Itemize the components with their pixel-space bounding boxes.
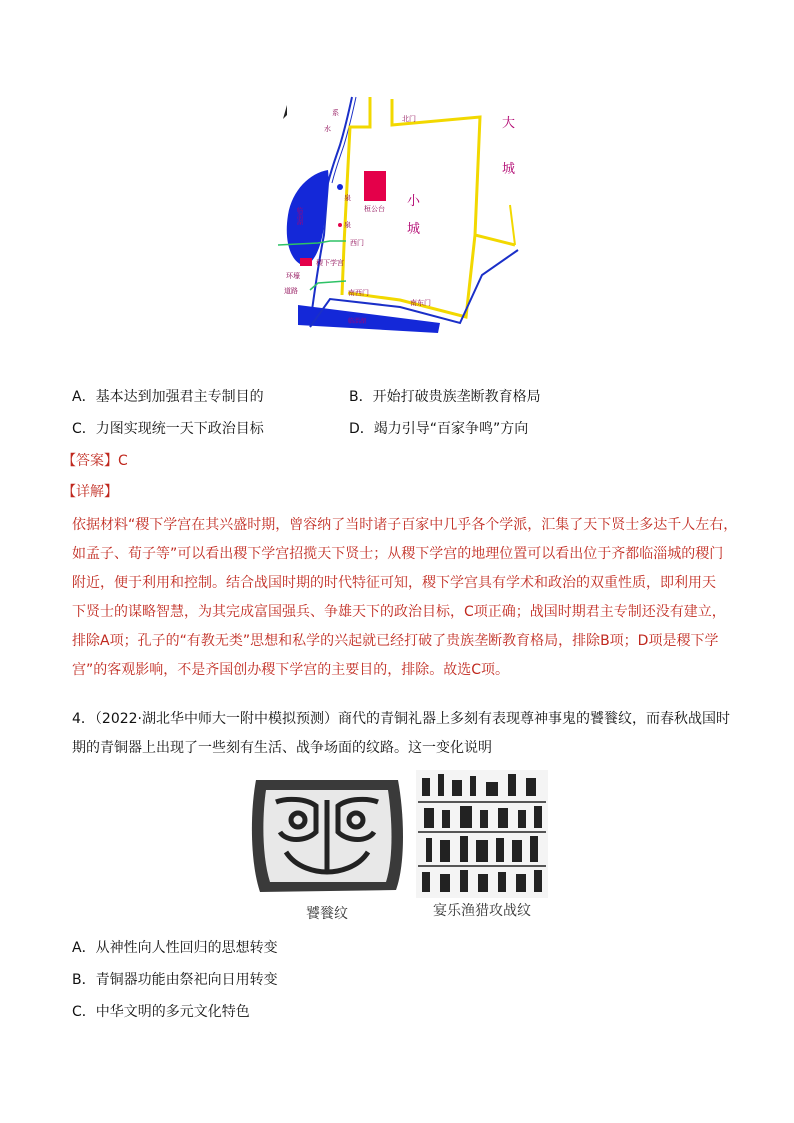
map-label-lake-bottom: 临淄湖 bbox=[348, 318, 367, 325]
q4-stem-line: 4．（2022·湖北华中师大一附中模拟预测）商代的青铜礼器上多刻有表现尊神事鬼的饕餮纹，而春秋战国时 bbox=[72, 711, 730, 727]
map-label-beimen: 北门 bbox=[402, 115, 416, 123]
map-label-huanhao: 环壕 bbox=[286, 272, 300, 280]
q3-answer bbox=[62, 451, 128, 471]
map-label-da: 大 bbox=[502, 116, 516, 131]
jixia-marker bbox=[300, 258, 312, 266]
explanation-line: 下贤士的谋略智慧，为其完成富国强兵、争雄天下的政治目标，C项正确；战国时期君主专制还没有建立， bbox=[72, 604, 726, 620]
explanation-line: 附近，便于利用和控制。结合战国时期的时代特征可知，稷下学宫具有学术和政治的双重性质，即利用天 bbox=[72, 575, 716, 591]
map-label-shui: 水 bbox=[324, 125, 331, 133]
answer-value: C bbox=[118, 453, 128, 469]
q3-explanation bbox=[72, 511, 752, 685]
q3-option-a: A．基本达到加强君主专制目的 bbox=[72, 389, 264, 405]
explanation-line: 依据材料“稷下学宫在其兴盛时期，曾容纳了当时诸子百家中几乎各个学派，汇集了天下贤士多达千人左右， bbox=[72, 517, 738, 533]
q3-option-b: B．开始打破贵族垄断教育格局 bbox=[349, 389, 541, 405]
map-label-cheng: 城 bbox=[502, 162, 516, 177]
map-label-nandongmen: 南东门 bbox=[410, 299, 431, 307]
lake-bottom bbox=[298, 305, 440, 333]
map-label-quan2: 泉 bbox=[344, 221, 351, 229]
explanation-line: 宫”的客观影响，不是齐国创办稷下学宫的主要目的，排除。故选C项。 bbox=[72, 662, 510, 678]
q4-option-a: A．从神性向人性回归的思想转变 bbox=[72, 940, 278, 956]
map-label-nanximen: 南西门 bbox=[348, 289, 369, 297]
map-label-huan-gong-tai: 桓公台 bbox=[364, 205, 385, 213]
map-label-quan1: 泉 bbox=[344, 194, 351, 202]
taotie-pattern-image bbox=[246, 772, 408, 900]
explanation-line: 排除A项；孔子的“有教无类”思想和私学的兴起就已经打破了贵族垄断教育格局，排除B项；D项是稷下学 bbox=[72, 633, 719, 649]
map-label-jixia: 稷下学宫 bbox=[316, 259, 344, 267]
map-label-xi: 系 bbox=[332, 109, 339, 117]
q4-stem-line: 期的青铜器上出现了一些刻有生活、战争场面的纹路。这一变化说明 bbox=[72, 740, 492, 756]
q3-option-c: C．力图实现统一天下政治目标 bbox=[72, 421, 264, 437]
q4-option-b: B．青铜器功能由祭祀向日用转变 bbox=[72, 972, 278, 988]
lake-left bbox=[287, 170, 329, 265]
map-label-lake-top: 临淄湖 bbox=[295, 207, 303, 225]
q3-detail-label: 【详解】 bbox=[62, 484, 118, 500]
q4-stem bbox=[72, 705, 772, 763]
banquet-hunting-pattern-image bbox=[416, 770, 548, 898]
explanation-line: 如孟子、荀子等”可以看出稷下学宫招揽天下贤士；从稷下学宫的地理位置可以看出位于齐都临淄城的稷门 bbox=[72, 546, 724, 562]
north-arrow-icon bbox=[283, 105, 287, 119]
map-label-xiao: 小 bbox=[407, 194, 421, 209]
map-label-ximen: 西门 bbox=[350, 239, 364, 247]
huan-gong-tai-marker bbox=[364, 171, 386, 201]
q4-option-c: C．中华文明的多元文化特色 bbox=[72, 1004, 250, 1020]
linzi-city-map bbox=[270, 95, 530, 345]
q3-option-d: D．竭力引导“百家争鸣”方向 bbox=[349, 421, 529, 437]
answer-label: 【答案】 bbox=[62, 453, 118, 469]
map-label-daolu: 道路 bbox=[284, 287, 298, 295]
caption-banquet: 宴乐渔猎攻战纹 bbox=[433, 903, 531, 919]
caption-taotie: 饕餮纹 bbox=[306, 906, 348, 922]
map-label-xiao-cheng: 城 bbox=[407, 222, 421, 237]
